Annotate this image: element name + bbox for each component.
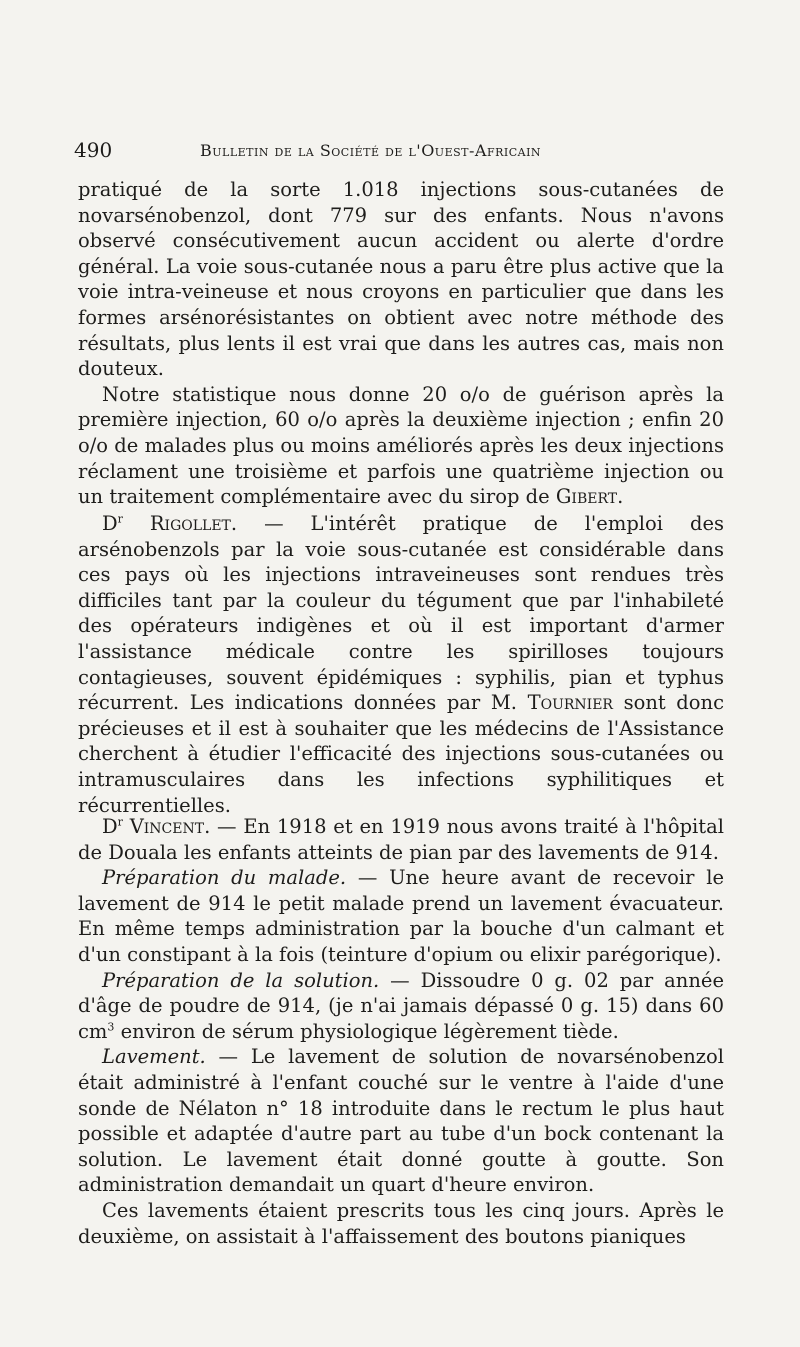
superscript: 3	[107, 1020, 115, 1034]
title-abbrev: D	[102, 512, 118, 535]
subheading: Lavement.	[102, 1045, 206, 1069]
paragraph-intro	[78, 814, 724, 865]
paragraph-enema	[78, 1044, 724, 1198]
title-sup: r	[117, 512, 123, 526]
statistics-text: Notre statistique nous donne 20 o/o de guérison après la première injection, 60 o/o après la deuxième injection ; enfin 20 o/o de malades plus ou moins améliorés après les deux injections réclament une troisième et parfois une quatrième injection ou un traitement complémentaire avec du sirop de	[78, 382, 724, 509]
running-title: Bulletin de la Société de l'Ouest-Africain	[200, 141, 542, 160]
vincent-comment	[78, 814, 724, 1249]
speaker-name: Rigollet	[149, 512, 231, 535]
comment-text: . — L'intérêt pratique de l'emploi des arsénobenzols par la voie sous-cutanée est considérable dans ces pays où les injections intraveineuses sont rendues très difficiles tant par la couleur du tégument que par l'inhabileté des opérateurs indigènes et où il est important d'armer l'assistance médicale contre les spirilloses toujours contagieuses, souvent épidémiques : syphilis, pian et typhus récurrent. Les indications données par M.	[78, 512, 725, 715]
subheading: Préparation de la solution.	[102, 968, 380, 992]
punctuation: .	[617, 485, 624, 509]
paragraph-solution-prep	[78, 968, 724, 1045]
paragraph: pratiqué de la sorte 1.018 injections sous-cutanées de novarsénobenzol, dont 779 sur des enfants. Nous n'avons observé consécutivement aucun accident ou alerte d'ordre général. La voie sous-cutanée nous a paru être plus active que la voie intra-veineuse et nous croyons en particulier que dans les formes arsénorésistantes on obtient avec notre méthode des résultats, plus lents il est vrai que dans les autres cas, mais non douteux.	[78, 178, 724, 381]
body-text: — Dissoudre 0 g. 02 par année d'âge de poudre de 914, (je n'ai jamais dépassé 0 g. 15) dans 60 cm	[78, 968, 724, 1043]
title-sup: r	[117, 815, 123, 829]
intro-text: . — En 1918 et en 1919 nous avons traité à l'hôpital de Douala les enfants atteints de pian par des lavements de 914.	[78, 815, 724, 864]
author-name: Tournier	[527, 691, 613, 715]
tournier-conclusion	[78, 177, 724, 510]
body-text: — Une heure avant de recevoir le lavement de 914 le petit malade prend un lavement évacuateur. En même temps administration par la bouche d'un calmant et d'un constipant à la fois (teinture d'opium ou elixir parégorique).	[78, 866, 724, 966]
speaker-name: Vincent	[129, 815, 205, 838]
body-text: — Le lavement de solution de novarsénobenzol était administré à l'enfant couché sur le ventre à l'aide d'une sonde de Nélaton n° 18 introduite dans le rectum le plus haut possible et adaptée d'autre part au tube d'un bock contenant la solution. Le lavement était donné goutte à goutte. Son administration demandait un quart d'heure environ.	[78, 1045, 724, 1197]
paragraph-patient-prep	[78, 865, 724, 967]
page-number: 490	[74, 138, 113, 162]
rigollet-comment	[78, 511, 724, 818]
author-name: Gibert	[555, 485, 618, 509]
body-text-2: environ de sérum physiologique légèrement tiède.	[114, 1019, 619, 1043]
title-abbrev: D	[102, 815, 118, 838]
subheading: Préparation du malade.	[102, 866, 347, 890]
comment-text-2: sont donc précieuses et il est à souhaiter que les médecins de l'Assistance cherchent à étudier l'efficacité des injections sous-cutanées ou intramusculaires dans les infections syphilitiques et récurrentielles.	[78, 691, 725, 817]
page-header	[74, 138, 724, 168]
paragraph-statistics	[78, 382, 724, 510]
paragraph	[78, 511, 724, 818]
paragraph-schedule: Ces lavements étaient prescrits tous les cinq jours. Après le deuxième, on assistait à l'affaissement des boutons pianiques	[78, 1198, 724, 1248]
